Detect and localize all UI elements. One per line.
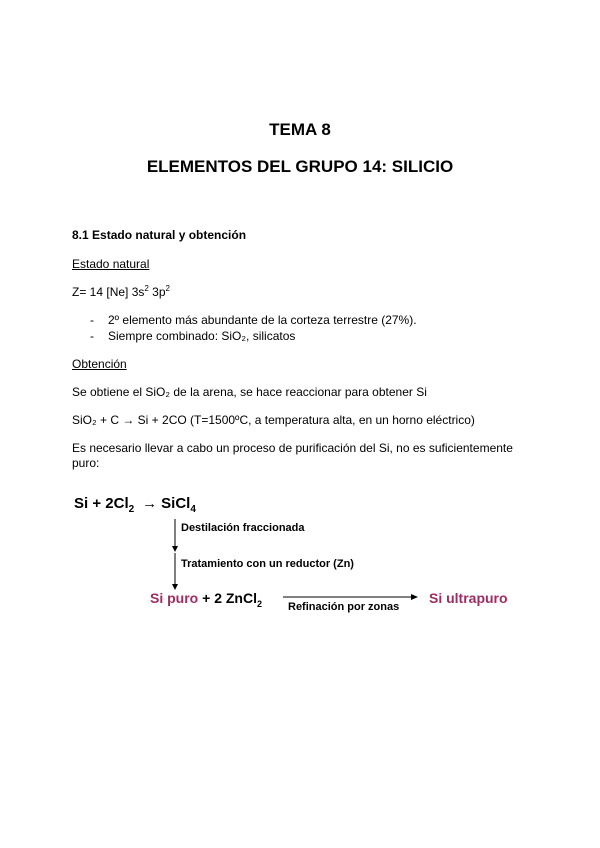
tema-number: TEMA 8: [269, 120, 331, 139]
refining-label: Refinación por zonas: [288, 601, 400, 613]
start-lhs-subscript: 2: [128, 504, 135, 515]
down-arrow-icon: [172, 519, 178, 552]
bullet-item: Siempre combinado: SiO₂, silicatos: [108, 329, 296, 343]
obtencion-label: Obtención: [72, 357, 127, 371]
down-arrows: [168, 517, 182, 595]
diagram-product: [150, 590, 262, 609]
down-arrow-icon: [172, 553, 178, 590]
obtencion-paragraph: Se obtiene el SiO₂ de la arena, se hace reaccionar para obtener Si: [72, 385, 427, 399]
page-title: ELEMENTOS DEL GRUPO 14: SILICIO: [146, 157, 454, 176]
right-arrow-icon: →: [142, 495, 158, 512]
config-exponent-p: 2: [165, 284, 170, 293]
config-prefix: Z= 14 [Ne] 3s: [72, 285, 145, 299]
product-rest: + 2 ZnCl: [202, 590, 257, 606]
purification-paragraph-line2: puro:: [72, 456, 100, 470]
step-tratamiento: Tratamiento con un reductor (Zn): [181, 558, 354, 570]
electron-configuration: [72, 285, 170, 299]
final-product: Si ultrapuro: [429, 590, 508, 606]
estado-natural-label: Estado natural: [72, 257, 150, 271]
reaction-equation: SiO₂ + C → Si + 2CO (T=1500ºC, a temperatura alta, en un horno eléctrico): [72, 413, 475, 427]
product-subscript: 2: [256, 598, 262, 609]
config-exponent-s: 2: [144, 284, 149, 293]
bullet-item: 2º elemento más abundante de la corteza terrestre (27%).: [108, 313, 417, 327]
config-mid: 3p: [148, 285, 166, 299]
diagram-start-equation: [74, 495, 196, 515]
section-heading: 8.1 Estado natural y obtención: [72, 228, 247, 242]
product-si-puro: Si puro: [150, 590, 199, 606]
start-rhs-subscript: 4: [190, 504, 196, 515]
purification-paragraph-line1: Es necesario llevar a cabo un proceso de purificación del Si, no es suficientemente: [72, 441, 513, 455]
bullet-dash: -: [90, 313, 94, 327]
start-rhs: SiCl: [161, 495, 191, 512]
step-destilacion: Destilación fraccionada: [181, 522, 305, 534]
bullet-dash: -: [90, 329, 94, 343]
start-lhs: Si + 2Cl: [74, 495, 129, 512]
